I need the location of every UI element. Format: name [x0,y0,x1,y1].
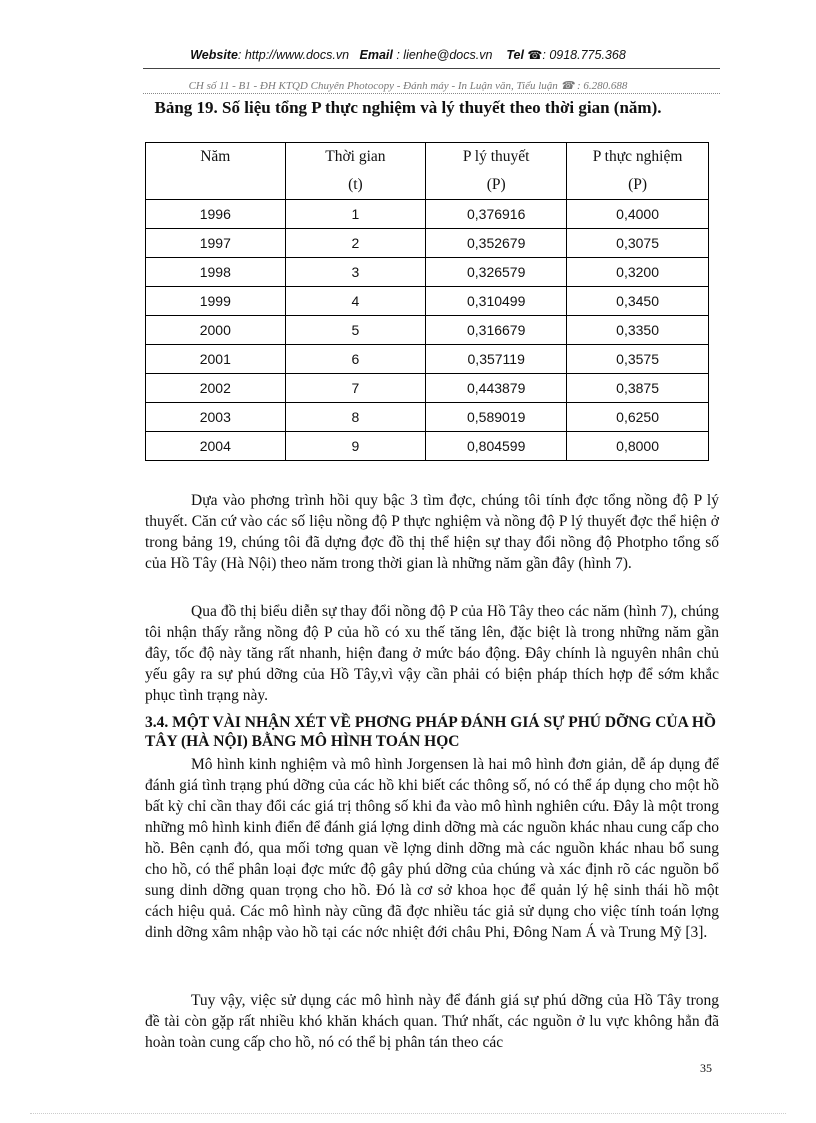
table-cell: 8 [285,403,426,432]
website-label: Website [190,48,238,62]
footer-divider [30,1113,786,1114]
table-cell: 0,443879 [426,374,567,403]
table-cell: 2001 [146,345,286,374]
table-cell: 2003 [146,403,286,432]
table-cell: 0,4000 [567,200,709,229]
column-header: P thực nghiệm (P) [567,143,709,200]
table-cell: 4 [285,287,426,316]
column-header: Thời gian (t) [285,143,426,200]
table-cell: 0,316679 [426,316,567,345]
phone-icon: ☎ [527,48,543,62]
table-cell: 0,326579 [426,258,567,287]
table-cell: 0,804599 [426,432,567,461]
header-divider [143,68,720,69]
page-number: 35 [700,1061,712,1075]
table-cell: 1997 [146,229,286,258]
table-cell: 2000 [146,316,286,345]
email-value[interactable]: : lienhe@docs.vn [396,48,493,62]
column-header: P lý thuyết (P) [426,143,567,200]
tel-label: Tel [506,48,524,62]
tel-value: : 0918.775.368 [542,48,626,62]
paragraph-4: Tuy vậy, việc sử dụng các mô hình này để đánh giá sự phú dỡng của Hồ Tây trong đề tài còn gặp rất nhiều khó khăn khách quan. Thứ nhất, các nguồn ở lu vực không hẳn đã hoàn toàn cung cấp cho hồ, nó có thể bị phân tán theo các [145,992,719,1051]
table-row [146,229,709,258]
table-cell: 0,376916 [426,200,567,229]
table-caption: Bảng 19. Số liệu tổng P thực nghiệm và lý thuyết theo thời gian (năm). [154,98,662,117]
table-header-row [146,143,709,200]
table-cell: 0,310499 [426,287,567,316]
table-cell: 0,357119 [426,345,567,374]
table-cell: 9 [285,432,426,461]
table-cell: 3 [285,258,426,287]
paragraph-3: Mô hình kinh nghiệm và mô hình Jorgensen là hai mô hình đơn giản, dễ áp dụng để đánh giá tình trạng phú dỡng của các hồ khi biết các thông số, nó có thể áp dụng cho một hồ bất kỳ chỉ cần thay đổi các giá trị thông số khi đa vào mô hình nghiên cứu. Đây là một trong những mô hình kinh điển để đánh giá lợng dinh dỡng mà các nguồn khác nhau cung cấp cho hồ. Bên cạnh đó, qua mối tơng quan về lợng dinh dỡng mà các nguồn khác nhau bổ sung cho hồ, có thể phân loại đợc mức độ gây phú dỡng của chúng và xác định rõ các nguồn bổ sung dinh dỡng quan trọng cho hồ. Đó là cơ sở khoa học để quản lý hệ sinh thái hồ một cách hiệu quả. Các mô hình này cũng đã đợc nhiều tác giả sử dụng cho việc tính toán lợng dinh dỡng xâm nhập vào hồ tại các nớc nhiệt đới châu Phi, Đông Nam Á và Trung Mỹ [3]. [145,756,719,941]
table-row [146,287,709,316]
table-cell: 2004 [146,432,286,461]
table-cell: 1999 [146,287,286,316]
data-table [145,142,709,461]
website-url[interactable]: : http://www.docs.vn [237,48,350,62]
table-cell: 0,6250 [567,403,709,432]
table-cell: 0,589019 [426,403,567,432]
table-cell: 0,3450 [567,287,709,316]
table-row [146,403,709,432]
table-cell: 0,352679 [426,229,567,258]
table-cell: 1998 [146,258,286,287]
table-cell: 2 [285,229,426,258]
paragraph-1: Dựa vào phơng trình hồi quy bậc 3 tìm đợc, chúng tôi tính đợc tổng nồng độ P lý thuyết. Căn cứ vào các số liệu nồng độ P thực nghiệm và nồng độ P lý thuyết đợc thể hiện ở trong bảng 19, chúng tôi đã dựng đợc đồ thị thể hiện sự thay đổi nồng độ Photpho tổng số của Hồ Tây (Hà Nội) theo năm trong thời gian là những năm gần đây (hình 7). [145,492,719,572]
table-cell: 7 [285,374,426,403]
table-row [146,374,709,403]
column-header: Năm [146,143,286,200]
paragraph-2: Qua đồ thị biểu diễn sự thay đổi nồng độ P của Hồ Tây theo các năm (hình 7), chúng tôi nhận thấy rằng nồng độ P của hồ có xu thế tăng lên, đặc biệt là trong những năm gần đây, tốc độ này tăng rất nhanh, hiện đang ở mức báo động. Đây chính là nguyên nhân chủ yếu gây ra sự phú dỡng của Hồ Tây,vì vậy cần phải có biện pháp thích hợp để sớm khắc phục tình trạng này. [145,603,719,704]
table-cell: 0,3350 [567,316,709,345]
table-row [146,316,709,345]
table-cell: 1 [285,200,426,229]
table-row [146,432,709,461]
table-cell: 2002 [146,374,286,403]
table-cell: 1996 [146,200,286,229]
table-row [146,200,709,229]
table-cell: 6 [285,345,426,374]
sub-header-divider [143,93,720,94]
table-cell: 0,3875 [567,374,709,403]
email-label: Email [359,48,393,62]
section-heading: 3.4. MỘT VÀI NHẬN XÉT VỀ PHƠNG PHÁP ĐÁNH GIÁ SỰ PHÚ DỠNG CỦA HỒ TÂY (HÀ NỘI) BẰNG MÔ HÌNH TOÁN HỌC [145,714,716,750]
table-row [146,345,709,374]
table-cell: 0,3575 [567,345,709,374]
sub-header: CH số 11 - B1 - ĐH KTQD Chuyên Photocopy - Đánh máy - In Luận văn, Tiểu luận ☎ : 6.280.688 [188,80,628,92]
table-cell: 0,8000 [567,432,709,461]
table-cell: 0,3200 [567,258,709,287]
site-header [0,48,816,62]
table-cell: 5 [285,316,426,345]
table-row [146,258,709,287]
table-cell: 0,3075 [567,229,709,258]
